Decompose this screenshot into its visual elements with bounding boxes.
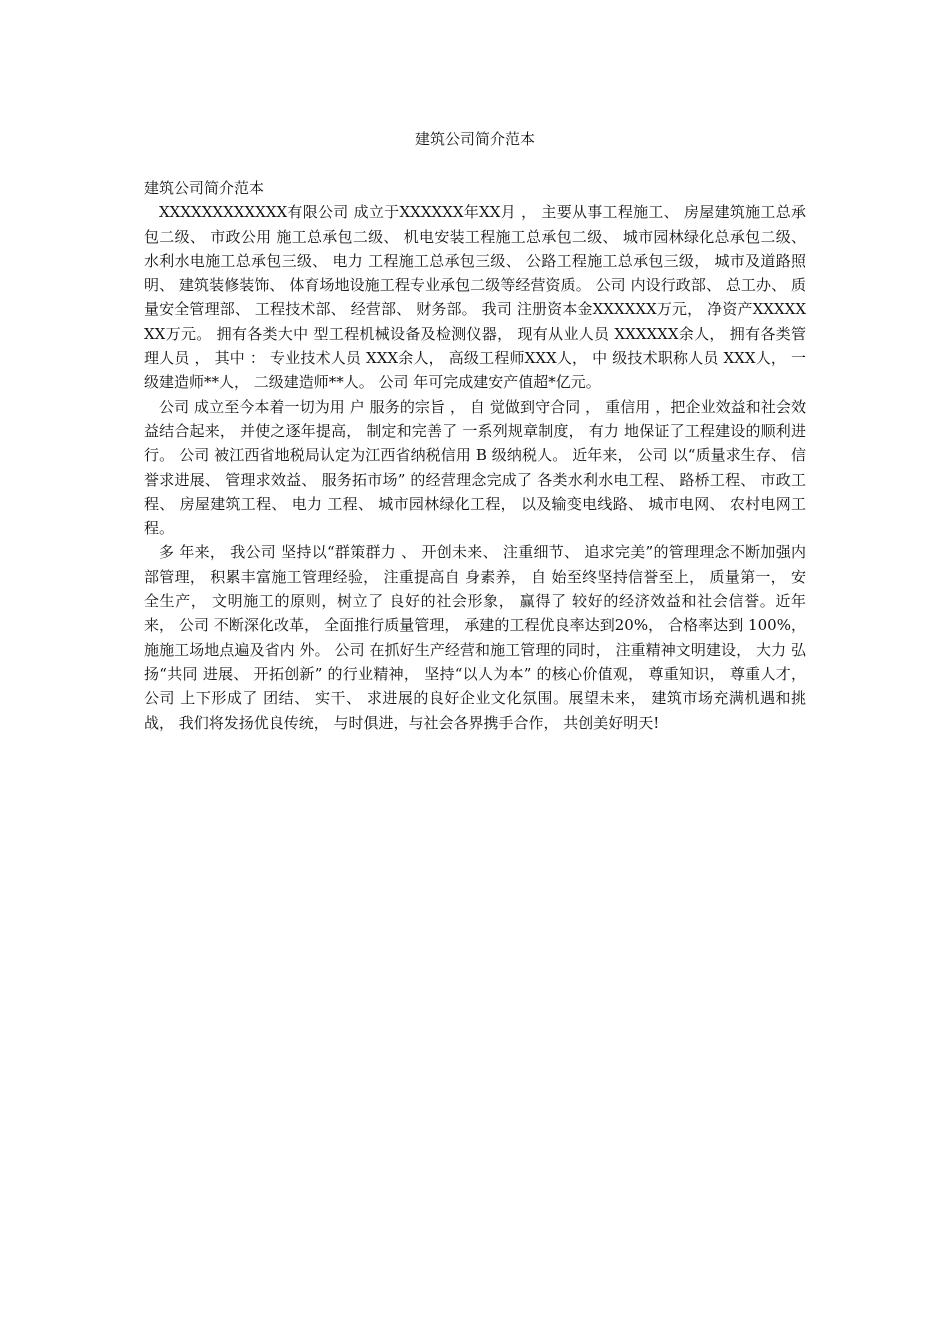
paragraph-management-culture: 多 年来， 我公司 坚持以“群策群力 、 开创未来、 注重细节、 追求完美”的管理理念不断加强内 部管理， 积累丰富施工管理经验， 注重提高自 身素养， 自 始至终坚持信誉至上， 质量第一， 安全生产， 文明施工的原则，树立了 良好的社会形象， 赢得了 较好的经济效益和社会信誉。近年来， 公司 不断深化改革， 全面推行质量管理， 承建的工程优良率达到20%， 合格率达到 100%， 施施工场地点遍及省内 外。 公司 在抓好生产经营和施工管理的同时， 注重精神文明建设， 大力 弘扬“共同 进展、 开拓创新” 的行业精神， 坚持“以人为本” 的核心价值观， 尊重知识， 尊重人才， 公司 上下形成了 团结、 实干、 求进展的良好企业文化氛围。展望未来， 建筑市场充满机遇和挑战， 我们将发扬优良传统， 与时俱进，与社会各界携手合作， 共创美好明天! [144, 543, 806, 732]
document-body [144, 176, 806, 735]
paragraph-company-overview: XXXXXXXXXXXX有限公司 成立于XXXXXX年XX月 ， 主要从事工程施工、 房屋建筑施工总承包二级、 市政公用 施工总承包二级、 机电安装工程施工总承包二级、 城市园林绿化总承包二级、 水利水电施工总承包三级、 电力 工程施工总承包三级、 公路工程施工总承包三级， 城市及道路照明、 建筑装修装饰、 体育场地设施工程专业承包二级等经营资质。 公司 内设行政部、 总工办、 质量安全管理部、 工程技术部、 经营部、 财务部。 我司 注册资本金XXXXXX万元， 净资产XXXXXXX万元。 拥有各类大中 型工程机械设备及检测仪器， 现有从业人员 XXXXXX余人， 拥有各类管理人员 ， 其中 ： 专业技术人员 XXX余人， 高级工程师XXX人， 中 级技术职称人员 XXX人， 一级建造师**人， 二级建造师**人。 公司 年可完成建安产值超*亿元。 [144, 203, 806, 392]
paragraph-service-philosophy: 公司 成立至今本着一切为用 户 服务的宗旨 ， 自 觉做到守合同 ， 重信用 ，把企业效益和社会效益结合起来， 并使之逐年提高， 制定和完善了 一系列规章制度， 有力 地保证了工程建设的顺利进行。 公司 被江西省地税局认定为江西省纳税信用 B 级纳税人。 近年来， 公司 以“质量求生存、 信誉求进展、 管理求效益、 服务拓市场” 的经营理念完成了 各类水利水电工程、 路桥工程、 市政工程、 房屋建筑工程、 电力 工程、 城市园林绿化工程， 以及输变电线路、 城市电网、 农村电网工程。 [144, 397, 806, 538]
document-title: 建筑公司简介范本 [414, 130, 535, 148]
document-subheading: 建筑公司简介范本 [144, 179, 265, 197]
